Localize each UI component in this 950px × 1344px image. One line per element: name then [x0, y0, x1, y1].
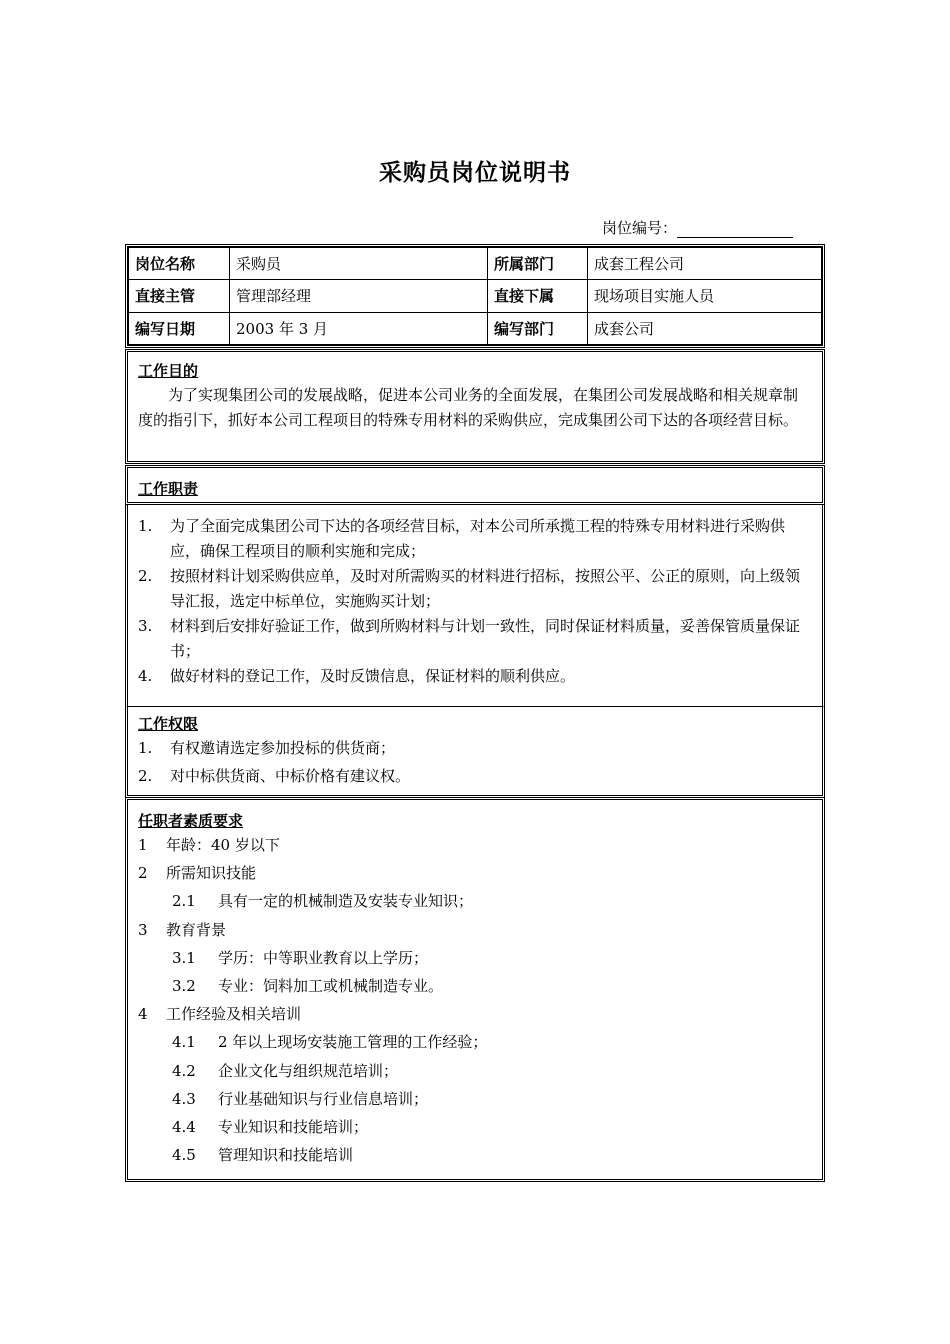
item-text: 具有一定的机械制造及安装专业知识；: [218, 892, 474, 911]
item-number: 4.4: [172, 1118, 196, 1137]
info-value: 现场项目实施人员: [588, 280, 822, 312]
item-text: 有权邀请选定参加投标的供货商；: [170, 739, 396, 757]
info-table: [125, 244, 825, 348]
list-item: [128, 1000, 822, 1028]
list-item: [128, 1113, 822, 1141]
info-row: [129, 312, 822, 344]
duties-heading: 工作职责: [138, 480, 199, 498]
list-item: [128, 734, 822, 762]
item-number: 1.: [138, 739, 153, 757]
item-text: 2 年以上现场安装施工管理的工作经验；: [218, 1033, 488, 1052]
item-number: 4.2: [172, 1061, 196, 1080]
info-label: 直接下属: [488, 280, 588, 312]
item-number: 2: [138, 864, 148, 883]
item-text: 专业：饲料加工或机械制造专业。: [218, 977, 444, 996]
page-title: 采购员岗位说明书: [379, 160, 571, 186]
item-text: 年龄：40 岁以下: [166, 836, 280, 854]
item-number: 3.: [138, 617, 153, 635]
list-item: [128, 916, 822, 944]
info-row: [129, 280, 822, 312]
info-value: 成套工程公司: [588, 248, 822, 280]
item-text: 所需知识技能: [166, 864, 257, 883]
purpose-section: [125, 349, 825, 464]
item-number: 3.1: [172, 948, 196, 967]
purpose-heading: 工作目的: [138, 362, 199, 380]
qualifications-section: [125, 797, 825, 1182]
item-number: 3: [138, 920, 148, 939]
qualifications-heading: 任职者素质要求: [138, 812, 244, 830]
info-value: 成套公司: [588, 312, 822, 344]
item-number: 4.3: [172, 1089, 196, 1108]
item-number: 3.2: [172, 977, 196, 996]
post-number-field: [602, 217, 793, 238]
item-number: 4: [138, 1005, 148, 1024]
item-text: 管理知识和技能培训: [218, 1146, 354, 1165]
item-text: 企业文化与组织规范培训；: [218, 1061, 399, 1080]
item-number: 4.1: [172, 1033, 196, 1052]
list-item: [138, 614, 810, 664]
item-text: 专业知识和技能培训；: [218, 1118, 369, 1137]
item-number: 1: [138, 836, 148, 854]
list-item: [128, 859, 822, 887]
list-item: [128, 887, 822, 915]
item-text: 学历：中等职业教育以上学历；: [218, 948, 429, 967]
list-item: [128, 1085, 822, 1113]
info-value: 管理部经理: [230, 280, 488, 312]
item-number: 1.: [138, 517, 153, 535]
item-number: 2.: [138, 767, 153, 785]
list-item: [128, 1028, 822, 1056]
info-label: 岗位名称: [129, 248, 230, 280]
list-item: [128, 1057, 822, 1085]
list-item: [138, 664, 810, 689]
authority-section: [125, 706, 825, 798]
info-label: 编写日期: [129, 312, 230, 344]
item-text: 材料到后安排好验证工作，做到所购材料与计划一致性，同时保证材料质量，妥善保管质量保证书；: [170, 617, 801, 660]
item-text: 工作经验及相关培训: [166, 1005, 302, 1024]
item-number: 2.1: [172, 892, 196, 911]
list-item: [128, 762, 822, 790]
info-label: 直接主管: [129, 280, 230, 312]
duties-list: [128, 504, 822, 689]
info-row: [129, 248, 822, 280]
duties-heading-box: [125, 465, 825, 505]
list-item: [138, 564, 810, 614]
info-label: 编写部门: [488, 312, 588, 344]
item-number: 2.: [138, 567, 153, 585]
item-text: 教育背景: [166, 920, 227, 939]
info-label: 所属部门: [488, 248, 588, 280]
info-value: 2003 年 3 月: [230, 312, 488, 344]
list-item: [128, 831, 822, 859]
item-text: 做好材料的登记工作，及时反馈信息，保证材料的顺利供应。: [170, 667, 576, 685]
duties-section: [125, 504, 825, 707]
post-number-blank: [677, 222, 793, 238]
item-text: 按照材料计划采购供应单，及时对所需购买的材料进行招标，按照公平、公正的原则，向上级领导汇报，选定中标单位，实施购买计划；: [170, 567, 801, 610]
item-number: 4.: [138, 667, 153, 685]
item-text: 对中标供货商、中标价格有建议权。: [170, 767, 411, 785]
info-value: 采购员: [230, 248, 488, 280]
authority-heading: 工作权限: [138, 715, 199, 733]
list-item: [128, 972, 822, 1000]
list-item: [128, 944, 822, 972]
post-number-label: 岗位编号：: [602, 219, 678, 237]
list-item: [128, 1141, 822, 1169]
item-text: 行业基础知识与行业信息培训；: [218, 1089, 429, 1108]
item-number: 4.5: [172, 1146, 196, 1165]
purpose-text: 为了实现集团公司的发展战略，促进本公司业务的全面发展，在集团公司发展战略和相关规章制度的指引下，抓好本公司工程项目的特殊专用材料的采购供应，完成集团公司下达的各项经营目标。: [138, 386, 799, 429]
list-item: [138, 514, 810, 564]
item-text: 为了全面完成集团公司下达的各项经营目标，对本公司所承揽工程的特殊专用材料进行采购供应，确保工程项目的顺利实施和完成；: [170, 517, 786, 560]
